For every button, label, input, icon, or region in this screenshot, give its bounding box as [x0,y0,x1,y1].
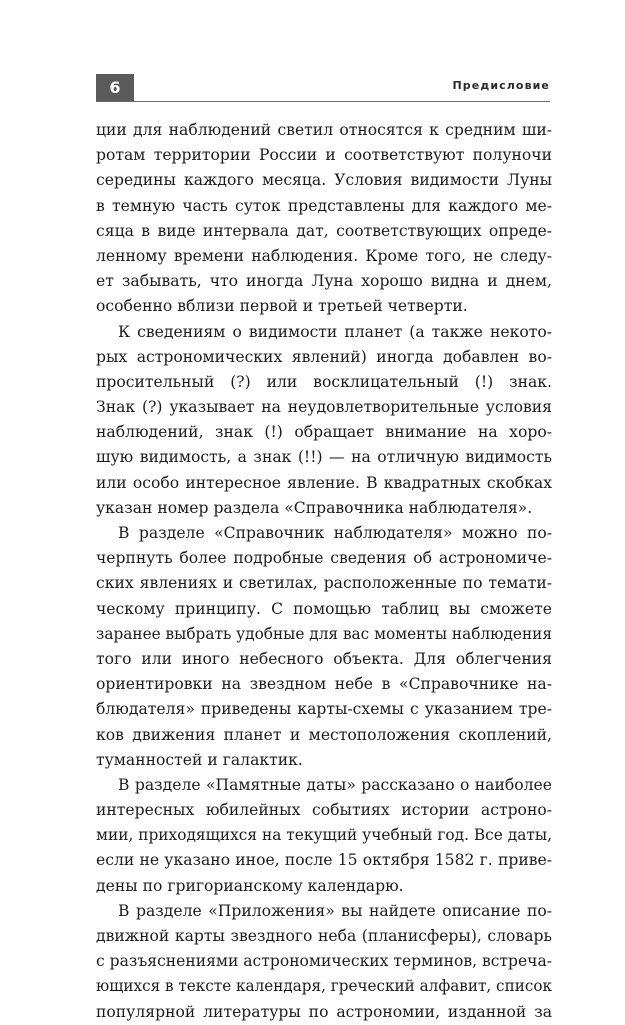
text-line [96,697,552,722]
text-line-content: ческому принципу. С помощью таблиц вы сможете [96,599,552,618]
text-line-content: В разделе «Памятные даты» рассказано о наиболее [118,775,552,794]
text-line-content: в темную часть суток представлены для каждого ме- [96,196,552,215]
text-line-content: ков движения планет и местоположения скоплений, [96,725,552,744]
text-line-content: движной карты звездного неба (планисферы), словарь [96,927,552,945]
text-line-content: шую видимость, а знак (!!) — на отличную видимость [96,448,552,467]
text-line [96,773,552,798]
text-line [96,370,552,395]
text-line [96,647,552,672]
text-line-content: того или иного небесного объекта. Для облегчения [96,649,552,668]
text-line [96,345,552,370]
text-line-content: В разделе «Приложения» вы найдете описание по- [118,901,552,920]
page-number: 6 [109,78,121,97]
text-line [96,118,552,143]
text-line [96,622,552,647]
text-line-content: заранее выбрать удобные для вас моменты наблюдения [96,624,552,643]
text-line [96,949,552,974]
text-line-content: если не указано иное, после 15 октября 1582 г. приве- [96,851,552,870]
text-line [96,798,552,823]
text-line-content: особенно вблизи первой и третьей четверти. [96,297,468,316]
text-line [96,445,552,470]
running-header-title: Предисловие [452,79,550,92]
text-line [96,874,552,899]
text-line [96,1000,552,1025]
header-divider [96,101,550,102]
text-line [96,269,552,294]
text-line-content: блюдателя» приведены карты-схемы с указанием тре- [96,700,552,719]
text-line [96,672,552,697]
text-line-content: ротам территории России и соответствуют полуночи [96,146,552,165]
text-line-content: мии, приходящихся на текущий учебный год. Все даты, [96,826,552,845]
text-line-content: середины каждого месяца. Условия видимости Луны [96,171,552,190]
text-line [96,823,552,848]
text-line-content: К сведениям о видимости планет (а также некото- [118,322,552,341]
text-line [96,420,552,445]
text-line-content: ции для наблюдений светил относятся к средним ши- [96,121,552,139]
text-line-content: ленному времени наблюдения. Кроме того, не следу- [96,246,552,265]
text-line-content: с разъяснениями астрономических терминов, встреча- [96,952,552,971]
page-number-badge [96,74,134,101]
text-line-content: наблюдений, знак (!) обращает внимание на хоро- [96,423,552,442]
text-line-content: дены по григорианскому календарю. [96,876,404,895]
text-line [96,924,552,949]
text-line [96,471,552,496]
text-line [96,597,552,622]
text-line [96,143,552,168]
text-line [96,219,552,244]
text-line [96,244,552,269]
text-line [96,395,552,420]
text-line-content: черпнуть более подробные сведения об астрономиче- [96,549,552,568]
text-line [96,848,552,873]
text-line [96,723,552,748]
text-line [96,320,552,345]
text-line [96,168,552,193]
text-line-content: В разделе «Справочник наблюдателя» можно по- [118,524,552,542]
text-line [96,974,552,999]
text-line-content: туманностей и галактик. [96,750,303,769]
text-line [96,496,552,521]
text-line-content: указан номер раздела «Справочника наблюдателя». [96,498,533,517]
text-line [96,571,552,596]
text-line [96,748,552,773]
text-line-content: рых астрономических явлений) иногда добавлен во- [96,347,552,366]
text-line-content: просительный (?) или восклицательный (!) знак. [96,372,552,391]
text-line-content: Знак (?) указывает на неудовлетворительные условия [96,398,552,417]
text-line-content: интересных юбилейных событиях истории астроно- [96,801,552,820]
text-line-content: или особо интересное явление. В квадратных скобках [96,473,552,492]
text-line [96,521,552,546]
text-line-content: ориентировки на звездном небе в «Справочнике на- [96,675,552,694]
text-line-content: популярной литературы по астрономии, изданной за [96,1002,552,1021]
text-line [96,546,552,571]
body-text [96,118,552,1025]
text-line-content: ских явлениях и светилах, расположенные по темати- [96,574,552,593]
text-line [96,294,552,319]
text-line-content: ющихся в тексте календаря, греческий алфавит, список [96,977,552,996]
text-line-content: сяца в виде интервала дат, соответствующих опреде- [96,221,552,240]
text-line [96,194,552,219]
text-line [96,899,552,924]
text-line-content: ет забывать, что иногда Луна хорошо видна и днем, [96,272,552,291]
